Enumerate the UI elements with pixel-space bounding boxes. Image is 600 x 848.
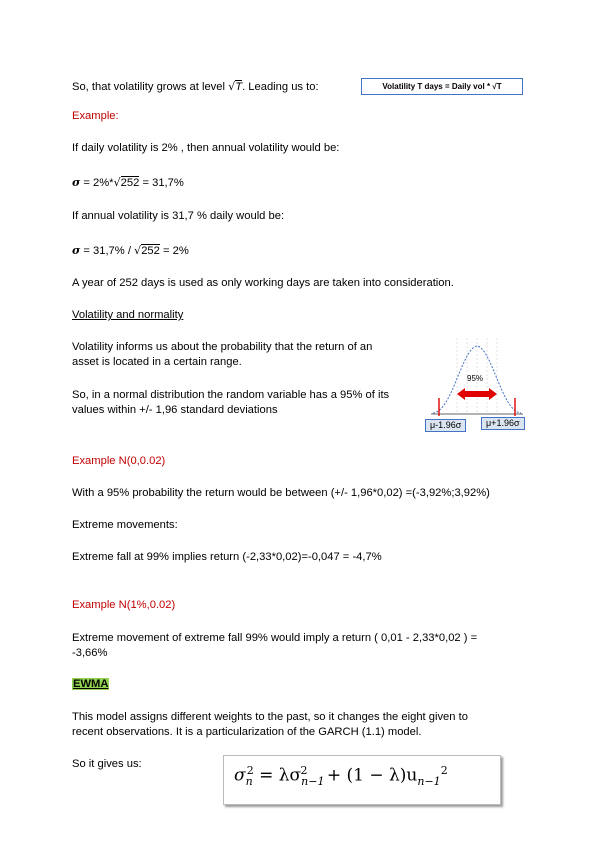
formula-daily: σ = 31,7% / √252 = 2% [72, 243, 189, 257]
ewma-formula-box [223, 755, 501, 805]
sqrt-t: √T [228, 80, 243, 93]
year-note: A year of 252 days is used as only working days are taken into consideration. [72, 277, 454, 289]
annual-to-daily-text: If annual volatility is 31,7 % daily would be: [72, 210, 285, 222]
formula-annual: σ = 2%*√252 = 31,7% [72, 175, 184, 189]
example-3-text-a: Extreme movement of extreme fall 99% would imply a return ( 0,01 - 2,33*0,02 ) = [72, 632, 478, 644]
normality-text-2a: So, in a normal distribution the random variable has a 95% of its [72, 389, 390, 401]
extreme-movements-title: Extreme movements: [72, 519, 178, 531]
section-title-volatility-normality: Volatility and normality [72, 309, 184, 321]
gives-us-text: So it gives us: [72, 758, 142, 770]
daily-to-annual-text: If daily volatility is 2% , then annual volatility would be: [72, 142, 340, 154]
example-2-text: With a 95% probability the return would be between (+/- 1,96*0,02) =(-3,92%;3,92%) [72, 487, 490, 499]
ewma-heading: EWMA [73, 678, 109, 690]
normality-text-1b: asset is located in a certain range. [72, 356, 242, 368]
ewma-heading-line [72, 677, 109, 691]
pct-label: 95% [467, 374, 484, 383]
normal-distribution-figure [427, 318, 527, 434]
extreme-fall-text: Extreme fall at 99% implies return (-2,33*0,02)=-0,047 = -4,7% [72, 551, 382, 563]
normality-text-2b: values within +/- 1,96 standard deviations [72, 404, 278, 416]
normality-text-1a: Volatility informs us about the probability that the return of an [72, 341, 373, 353]
bell-curve-graphic [427, 318, 527, 418]
ewma-text-b: recent observations. It is a particularization of the GARCH (1.1) model. [72, 726, 422, 738]
ewma-formula: $\sigma_n^2 = \lambda\sigma_{n-1}^2 + (1 - \lambda)u_{n-1}^2$ [234, 764, 448, 789]
example-3-text-b: -3,66% [72, 647, 108, 659]
example-2-heading: Example N(0,0.02) [72, 455, 166, 467]
ewma-text-a: This model assigns different weights to the past, so it changes the eight given to [72, 711, 468, 723]
volatility-growth-line: So, that volatility grows at level √T. Leading us to: [72, 80, 319, 93]
example-heading: Example: [72, 110, 119, 122]
upper-bound-tag: μ+1.96σ [481, 417, 525, 430]
volatility-formula-box: Volatility T days = Daily vol * √T [361, 78, 523, 95]
example-3-heading: Example N(1%,0.02) [72, 599, 176, 611]
lower-bound-tag: μ-1.96σ [425, 419, 466, 432]
